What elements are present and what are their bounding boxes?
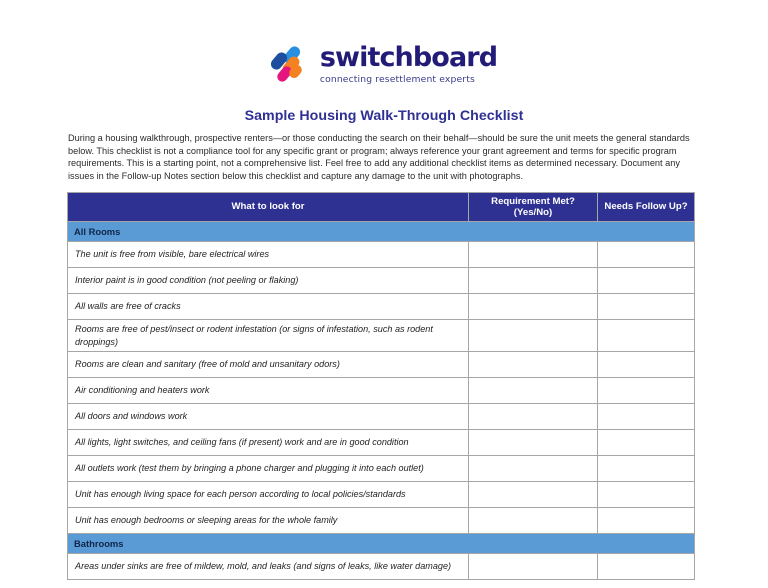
column-header-requirement-met-line1: Requirement Met? — [491, 195, 575, 207]
checklist-item-text: The unit is free from visible, bare electrical wires — [68, 242, 469, 268]
column-header-what-to-look-for: What to look for — [68, 193, 469, 222]
table-row — [68, 268, 695, 294]
needs-follow-up-cell[interactable] — [598, 378, 695, 404]
needs-follow-up-cell[interactable] — [598, 404, 695, 430]
requirement-met-cell[interactable] — [469, 482, 598, 508]
table-row — [68, 294, 695, 320]
table-body — [68, 222, 695, 580]
needs-follow-up-cell[interactable] — [598, 554, 695, 580]
table-header — [68, 193, 695, 222]
checklist-item-text: Unit has enough bedrooms or sleeping areas for the whole family — [68, 508, 469, 534]
section-label-bathrooms: Bathrooms — [68, 534, 695, 554]
requirement-met-cell[interactable] — [469, 508, 598, 534]
column-header-requirement-met — [469, 193, 598, 222]
logo-tagline: connecting resettlement experts — [319, 73, 475, 85]
requirement-met-cell[interactable] — [469, 320, 598, 352]
checklist-table — [67, 192, 695, 580]
needs-follow-up-cell[interactable] — [598, 320, 695, 352]
table-row — [68, 352, 695, 378]
switchboard-logo-mark-icon — [271, 44, 311, 84]
requirement-met-cell[interactable] — [469, 404, 598, 430]
requirement-met-cell[interactable] — [469, 294, 598, 320]
section-header-row — [68, 222, 695, 242]
checklist-item-text: All doors and windows work — [68, 404, 469, 430]
checklist-item-text: All walls are free of cracks — [68, 294, 469, 320]
table-row — [68, 482, 695, 508]
requirement-met-cell[interactable] — [469, 378, 598, 404]
section-label-all-rooms: All Rooms — [68, 222, 695, 242]
table-row — [68, 430, 695, 456]
column-header-requirement-met-line2: (Yes/No) — [513, 207, 553, 218]
column-header-needs-follow-up: Needs Follow Up? — [598, 193, 695, 222]
needs-follow-up-cell[interactable] — [598, 430, 695, 456]
needs-follow-up-cell[interactable] — [598, 294, 695, 320]
needs-follow-up-cell[interactable] — [598, 482, 695, 508]
table-row — [68, 554, 695, 580]
requirement-met-cell[interactable] — [469, 352, 598, 378]
table-row — [68, 378, 695, 404]
table-row — [68, 404, 695, 430]
requirement-met-cell[interactable] — [469, 456, 598, 482]
needs-follow-up-cell[interactable] — [598, 352, 695, 378]
checklist-item-text: Air conditioning and heaters work — [68, 378, 469, 404]
needs-follow-up-cell[interactable] — [598, 242, 695, 268]
logo-wordmark: switchboard — [319, 42, 498, 74]
table-row — [68, 456, 695, 482]
needs-follow-up-cell[interactable] — [598, 268, 695, 294]
intro-paragraph: During a housing walkthrough, prospective renters—or those conducting the search on their behalf—should be sure the unit meets the general standards below. This checklist is not a compliance tool for any specific grant or program; always reference your grant agreement and terms for specific program requirements. This is a starting point, not a comprehensive list. Feel free to add any additional checklist items as determined necessary. Document any issues in the Follow-up Notes section below this checklist and capture any damage to the unit with photographs. — [68, 133, 690, 181]
requirement-met-cell[interactable] — [469, 242, 598, 268]
logo-text-block — [320, 44, 497, 84]
section-header-row — [68, 534, 695, 554]
checklist-item-text: All lights, light switches, and ceiling fans (if present) work and are in good condition — [68, 430, 469, 456]
checklist-item-text: Interior paint is in good condition (not peeling or flaking) — [68, 268, 469, 294]
table-row — [68, 320, 695, 352]
logo-inner — [271, 44, 497, 84]
table-row — [68, 508, 695, 534]
checklist-item-text: Rooms are free of pest/insect or rodent infestation (or signs of infestation, such as rodent droppings) — [68, 320, 469, 352]
requirement-met-cell[interactable] — [469, 554, 598, 580]
checklist-item-text: Rooms are clean and sanitary (free of mold and unsanitary odors) — [68, 352, 469, 378]
requirement-met-cell[interactable] — [469, 430, 598, 456]
checklist-item-text: Unit has enough living space for each person according to local policies/standards — [68, 482, 469, 508]
switchboard-logo — [0, 44, 768, 84]
page-title: Sample Housing Walk-Through Checklist — [244, 108, 524, 124]
checklist-item-text: Areas under sinks are free of mildew, mold, and leaks (and signs of leaks, like water damage) — [68, 554, 469, 580]
table-row — [68, 242, 695, 268]
table-header-row — [68, 193, 695, 222]
needs-follow-up-cell[interactable] — [598, 456, 695, 482]
checklist-item-text: All outlets work (test them by bringing a phone charger and plugging it into each outlet) — [68, 456, 469, 482]
needs-follow-up-cell[interactable] — [598, 508, 695, 534]
requirement-met-cell[interactable] — [469, 268, 598, 294]
